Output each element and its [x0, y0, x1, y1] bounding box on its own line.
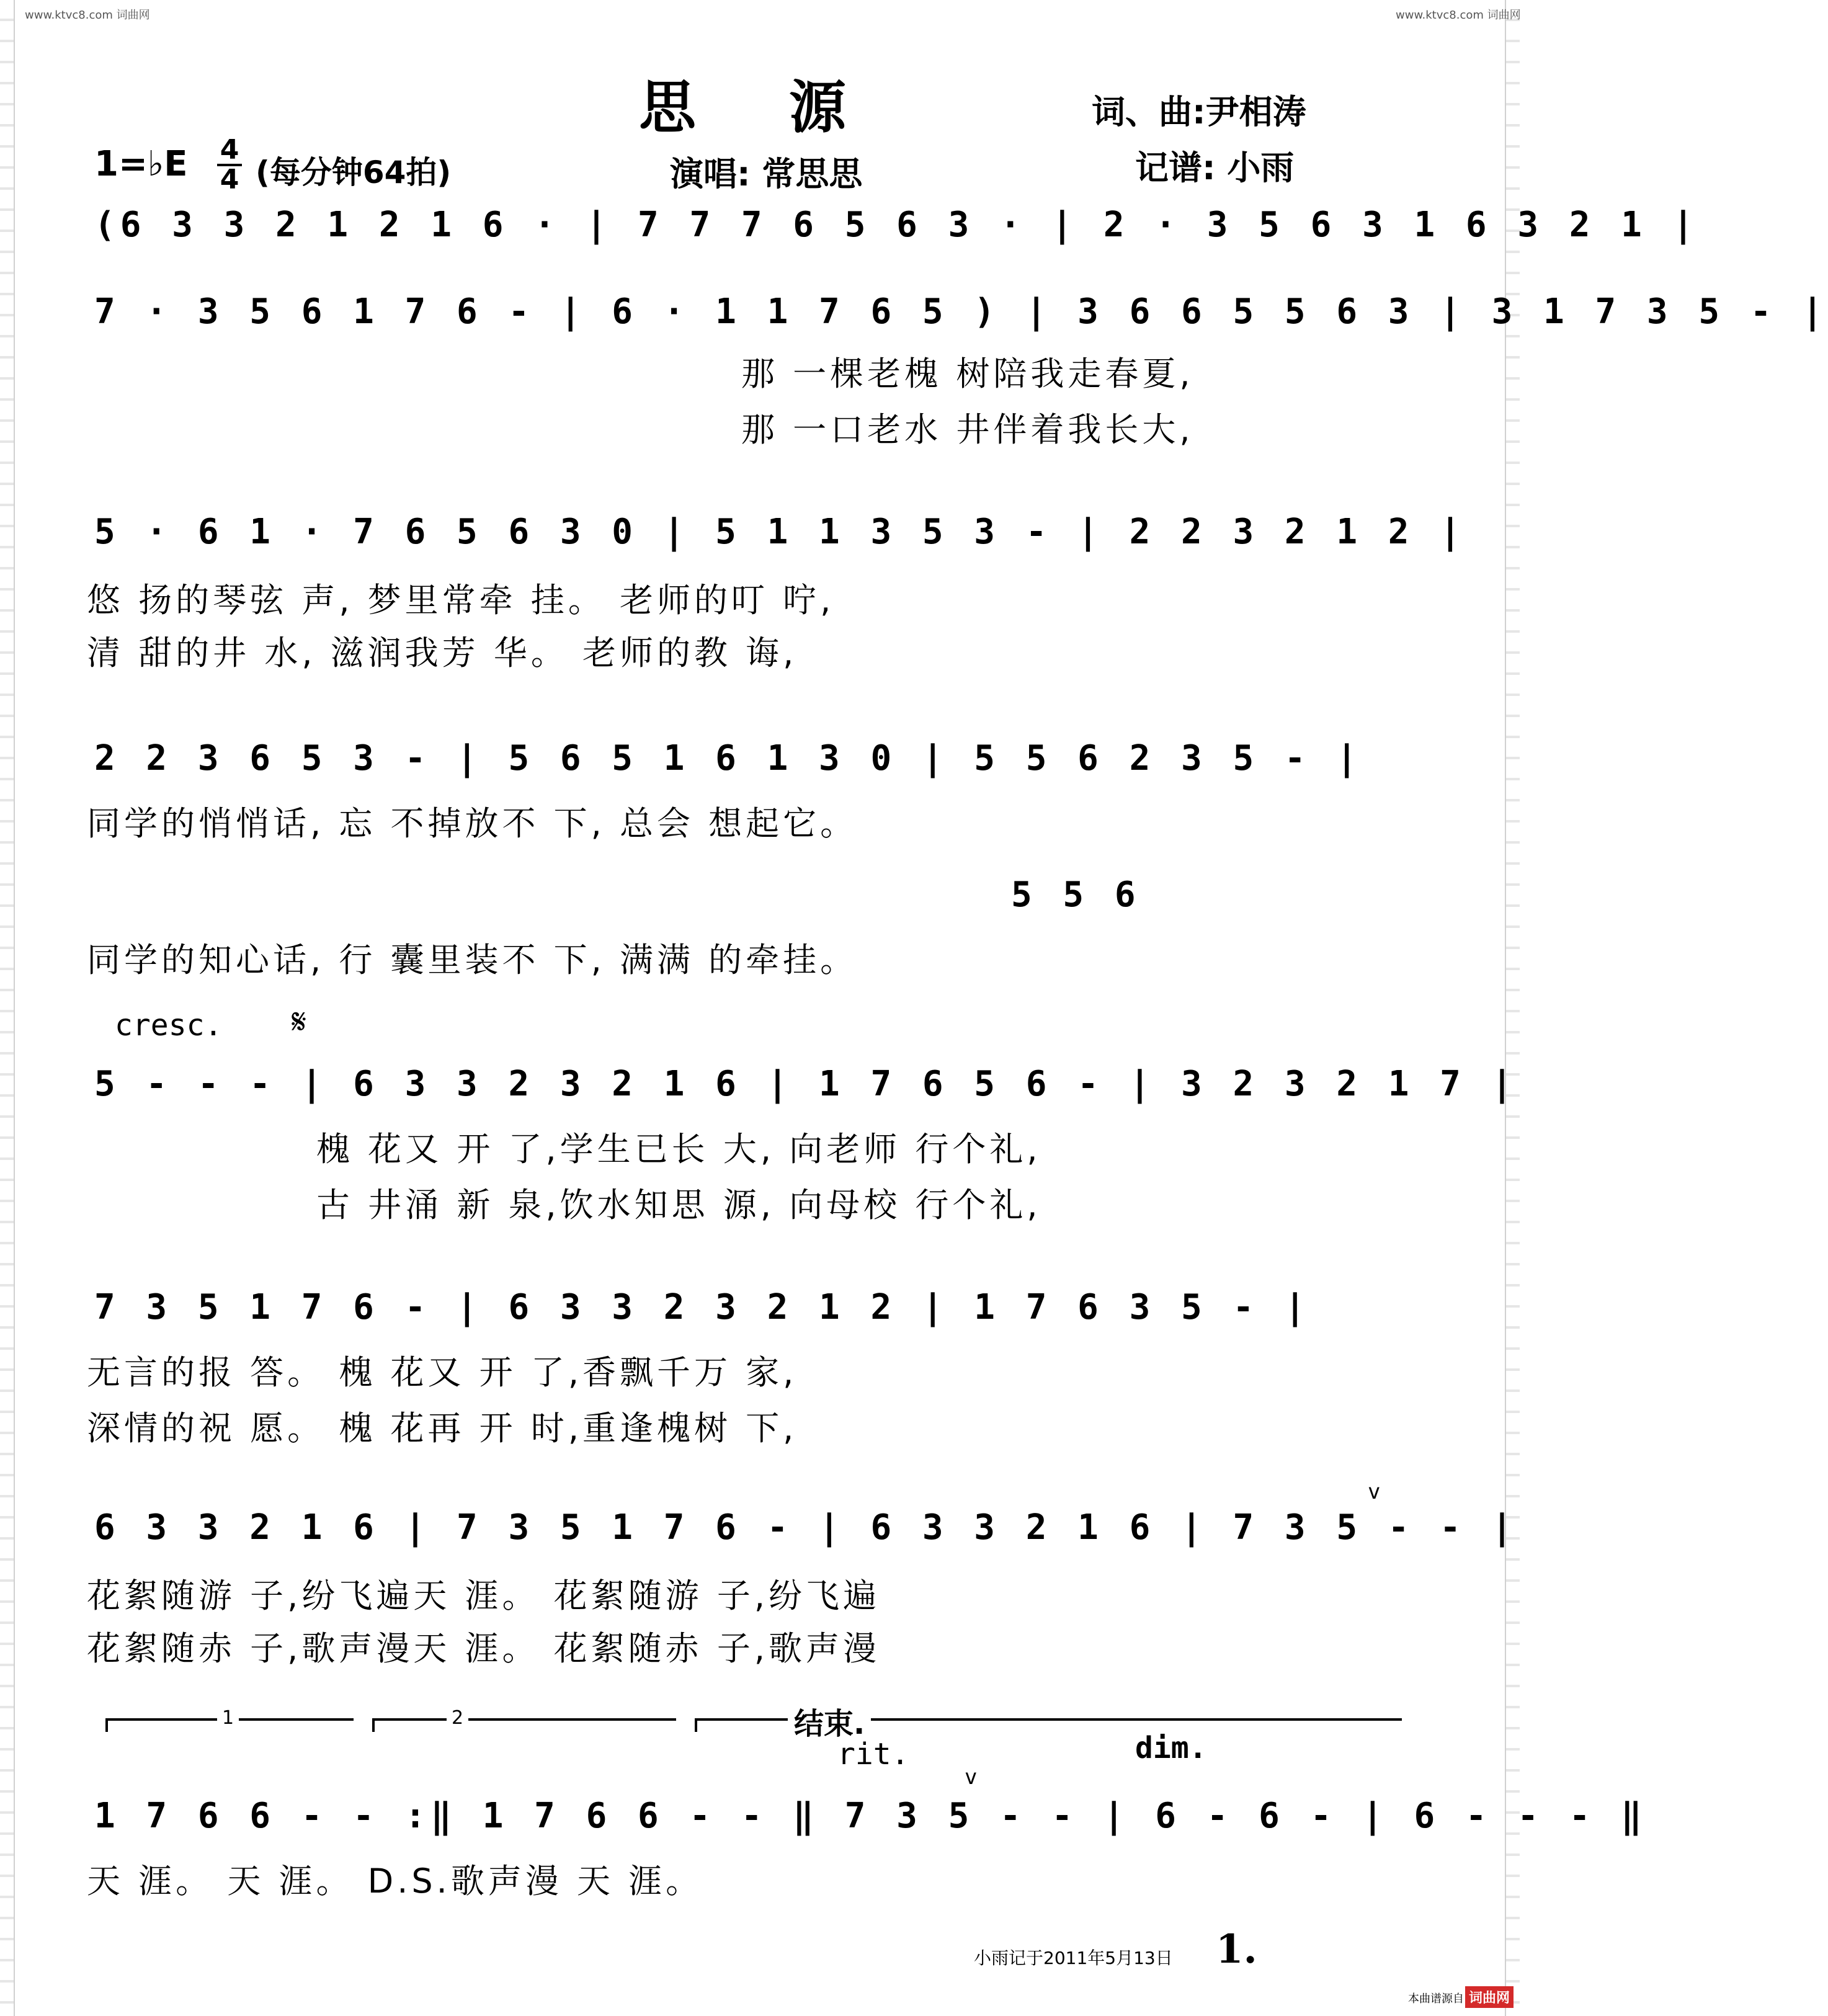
left-margin-strip: [0, 0, 15, 2016]
second-ending-hook: [372, 1718, 375, 1732]
line-5-lyric-verse-2: 古 井涌 新 泉,饮水知思 源, 向母校 行个礼,: [316, 1185, 1041, 1224]
line-7-lyric-verse-1: 花絮随游 子,纷飞遍天 涯。 花絮随游 子,纷飞遍: [87, 1576, 880, 1615]
score-line-8-notes: 1 7 6 6 - - :‖ 1 7 6 6 - - ‖ 7 3 5 - - | 6 - 6 - | 6 - - - ‖: [94, 1796, 1647, 1836]
rit-marking: rit.: [837, 1737, 909, 1772]
score-line-4-notes: 2 2 3 6 5 3 - | 5 6 5 1 6 1 3 0 | 5 5 6 2 3 5 - |: [94, 738, 1363, 778]
line-2-lyric-verse-2: 那 一口老水 井伴着我长大,: [741, 410, 1194, 449]
time-signature-numerator: 4: [220, 134, 239, 166]
score-line-2-notes: 7 · 3 5 6 1 7 6 - | 6 · 1 1 7 6 5 ) | 3 6 6 5 5 6 3 | 3 1 7 3 5 - |: [94, 292, 1828, 332]
dim-marking: dim.: [1135, 1731, 1207, 1765]
line-4-lyric-verse-1: 同学的悄悄话, 忘 不掉放不 下, 总会 想起它。: [87, 804, 858, 843]
first-ending-hook: [105, 1718, 108, 1732]
line-7-breath-mark: v: [1368, 1479, 1381, 1504]
transcriber-credit: 记谱: 小雨: [1135, 148, 1295, 187]
line-6-lyric-verse-1: 无言的报 答。 槐 花又 开 了,香飘千万 家,: [87, 1353, 798, 1392]
line-6-lyric-verse-2: 深情的祝 愿。 槐 花再 开 时,重逢槐树 下,: [87, 1409, 798, 1448]
line-4-alternate-notes: 5 5 6: [1011, 875, 1141, 915]
line-7-lyric-verse-2: 花絮随赤 子,歌声漫天 涯。 花絮随赤 子,歌声漫: [87, 1629, 880, 1668]
line-4-lyric-verse-2: 同学的知心话, 行 囊里装不 下, 满满 的牵挂。: [87, 940, 858, 979]
footer-note: 小雨记于2011年5月13日: [974, 1948, 1173, 1968]
second-ending-label: 2: [447, 1707, 468, 1729]
second-ending-line: [372, 1718, 676, 1721]
time-signature: [217, 136, 242, 194]
credits-lyrics-music: 词、曲:尹相涛: [1092, 92, 1306, 132]
key-signature: 1=♭E: [94, 144, 188, 184]
site-logo: 词曲网: [1465, 1986, 1514, 2008]
source-label: 本曲谱源自: [1408, 1992, 1464, 2005]
cresc-marking: cresc.: [115, 1008, 223, 1043]
segno-icon: 𝄋: [292, 1002, 307, 1042]
page-number: 1.: [1216, 1926, 1257, 1973]
line-8-lyric: 天 涯。 天 涯。 D.S.歌声漫 天 涯。: [87, 1862, 703, 1901]
site-watermark-right: www.ktvc8.com 词曲网: [1396, 9, 1521, 22]
score-line-5-notes: 5 - - - | 6 3 3 2 3 2 1 6 | 1 7 6 5 6 - | 3 2 3 2 1 7 |: [94, 1064, 1518, 1104]
score-line-1-notes: (6 3 3 2 1 2 1 6 · | 7 7 7 6 5 6 3 · | 2 · 3 5 6 3 1 6 3 2 1 |: [94, 205, 1699, 245]
line-3-lyric-verse-1: 悠 扬的琴弦 声, 梦里常牵 挂。 老师的叮 咛,: [87, 581, 835, 620]
coda-ending-label: 结束.: [788, 1700, 871, 1742]
site-watermark-left: www.ktvc8.com 词曲网: [25, 9, 150, 22]
first-ending-label: 1: [217, 1707, 239, 1729]
score-line-7-notes: 6 3 3 2 1 6 | 7 3 5 1 7 6 - | 6 3 3 2 1 6 | 7 3 5 - - |: [94, 1507, 1518, 1548]
coda-ending-hook: [695, 1718, 697, 1732]
line-5-lyric-verse-1: 槐 花又 开 了,学生已长 大, 向老师 行个礼,: [316, 1130, 1041, 1169]
time-signature-denominator: 4: [217, 164, 242, 194]
page-title: 思源: [639, 74, 940, 141]
line-3-lyric-verse-2: 清 甜的井 水, 滋润我芳 华。 老师的教 诲,: [87, 633, 798, 672]
singer-credit: 演唱: 常思思: [670, 154, 863, 194]
line-8-breath-mark: v: [965, 1765, 978, 1790]
line-2-lyric-verse-1: 那 一棵老槐 树陪我走春夏,: [741, 354, 1194, 393]
tempo-marking: (每分钟64拍): [256, 154, 452, 190]
score-line-3-notes: 5 · 6 1 · 7 6 5 6 3 0 | 5 1 1 3 5 3 - | 2 2 3 2 1 2 |: [94, 512, 1466, 552]
score-line-6-notes: 7 3 5 1 7 6 - | 6 3 3 2 3 2 1 2 | 1 7 6 3 5 - |: [94, 1287, 1311, 1327]
